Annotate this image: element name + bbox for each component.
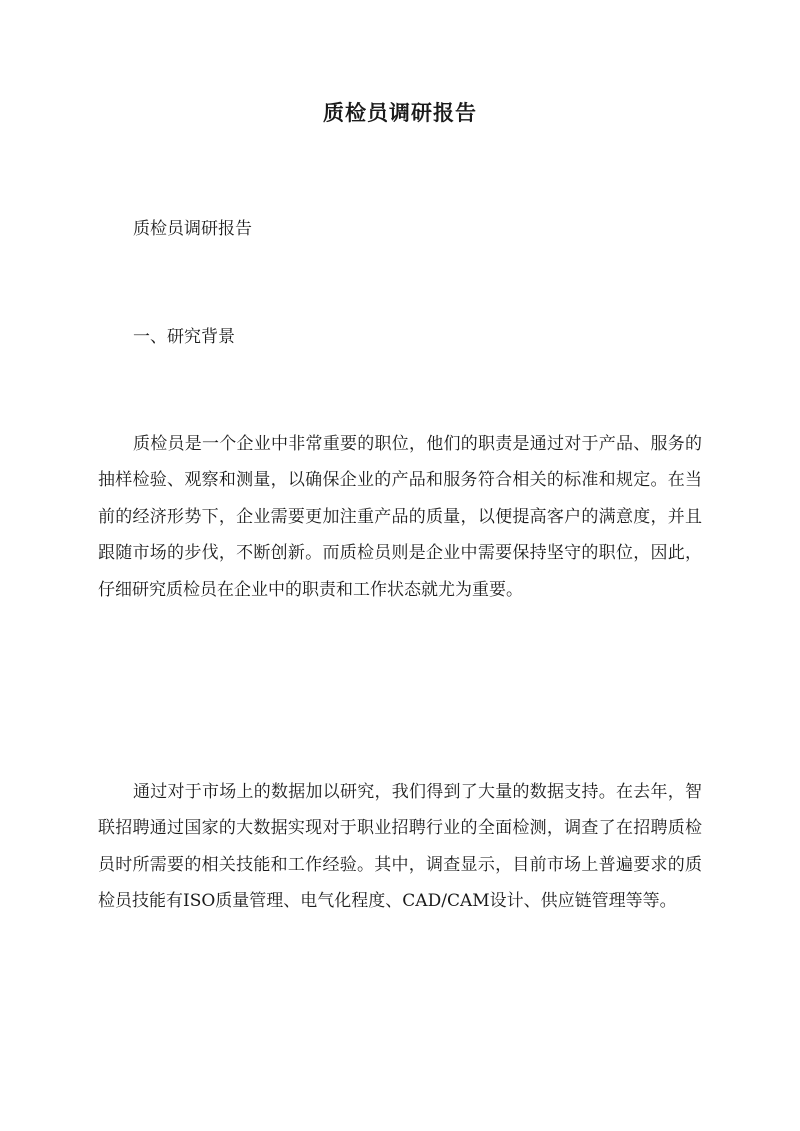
document-title: 质检员调研报告 (323, 100, 477, 125)
document-subtitle: 质检员调研报告 (133, 219, 252, 239)
section-heading-research-background: 一、研究背景 (133, 327, 235, 347)
paragraph-1: 质检员是一个企业中非常重要的职位，他们的职责是通过对于产品、服务的抽样检验、观察和测量，以确保企业的产品和服务符合相关的标准和规定。在当前的经济形势下，企业需要更加注重产品的质量，以便提高客户的满意度，并且跟随市场的步伐，不断创新。而质检员则是企业中需要保持坚守的职位，因此，仔细研究质检员在企业中的职责和工作状态就尤为重要。 (98, 434, 702, 600)
paragraph-2: 通过对于市场上的数据加以研究，我们得到了大量的数据支持。在去年，智联招聘通过国家的大数据实现对于职业招聘行业的全面检测，调查了在招聘质检员时所需要的相关技能和工作经验。其中，调查显示，目前市场上普遍要求的质检员技能有ISO质量管理、电气化程度、CAD/CAM设计、供应链管理等等。 (98, 782, 702, 912)
